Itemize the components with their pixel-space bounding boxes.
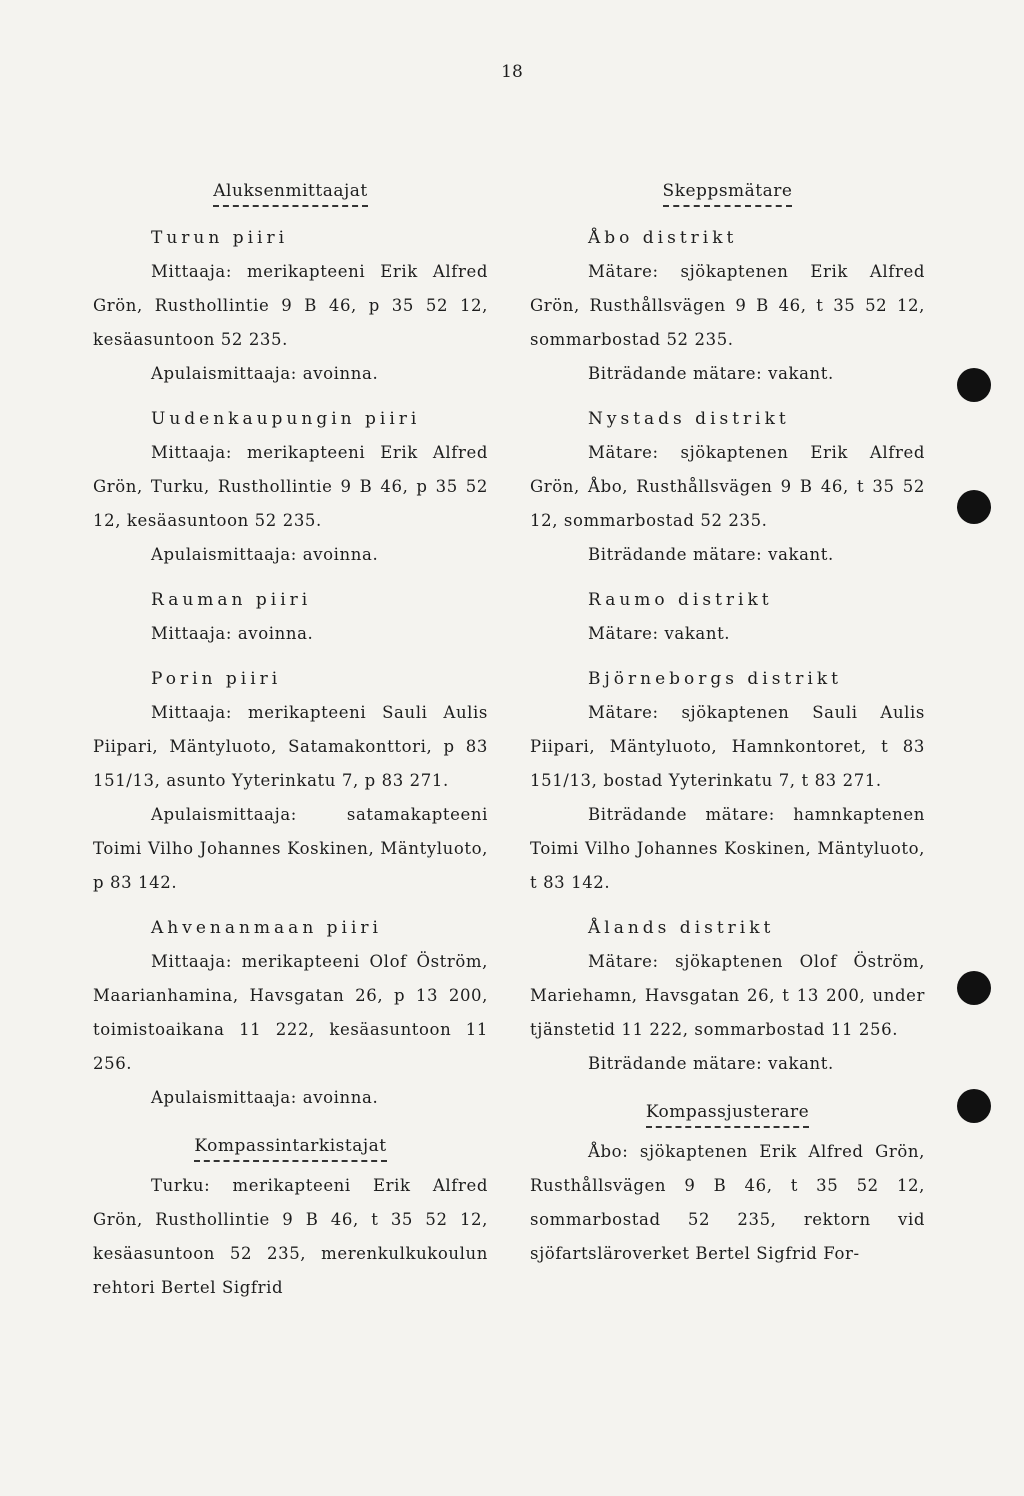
assistant-entry: Biträdande mätare: vakant. [588, 545, 834, 564]
right-column [530, 180, 925, 1271]
district-section [93, 584, 488, 651]
section-heading: Kompassintarkistajat [93, 1135, 488, 1169]
assistant-entry: Biträdande mätare: vakant. [588, 1054, 834, 1073]
assistant-entry: Apulaismittaaja: avoinna. [151, 364, 379, 383]
punch-hole [957, 1089, 991, 1123]
district-section [530, 222, 925, 391]
compass-entry: Turku: merikapteeni Erik Alfred Grön, Rusthollintie 9 B 46, t 35 52 12, kesäasuntoon 52 235, merenkulkukoulun rehtori Bertel Sigfrid [93, 1176, 488, 1297]
district-section [93, 663, 488, 900]
district-section [530, 912, 925, 1081]
section-heading: Aluksenmittaajat [93, 180, 488, 214]
district-section [530, 584, 925, 651]
district-section [93, 912, 488, 1115]
surveyor-entry: Mittaaja: merikapteeni Erik Alfred Grön, Rusthollintie 9 B 46, p 35 52 12, kesäasuntoon 52 235. [93, 262, 488, 349]
district-title: Björneborgs distrikt [588, 669, 842, 689]
district-title: Porin piiri [151, 669, 282, 689]
punch-hole [957, 490, 991, 524]
district-section [530, 403, 925, 572]
punch-hole [957, 368, 991, 402]
surveyor-entry: Mätare: sjökaptenen Erik Alfred Grön, Rusthållsvägen 9 B 46, t 35 52 12, sommarbostad 52 235. [530, 262, 925, 349]
section-heading: Kompassjusterare [530, 1101, 925, 1135]
district-title: Raumo distrikt [588, 590, 773, 610]
district-title: Turun piiri [151, 228, 289, 248]
surveyor-entry: Mittaaja: merikapteeni Olof Öström, Maarianhamina, Havsgatan 26, p 13 200, toimistoaikana 11 222, kesäasuntoon 11 256. [93, 952, 488, 1073]
district-title: Ahvenanmaan piiri [151, 918, 382, 938]
surveyor-entry: Mätare: sjökaptenen Erik Alfred Grön, Åbo, Rusthållsvägen 9 B 46, t 35 52 12, sommarbostad 52 235. [530, 443, 925, 530]
assistant-entry: Apulaismittaaja: satamakapteeni Toimi Vilho Johannes Koskinen, Mäntyluoto, p 83 142. [93, 805, 488, 892]
district-section [530, 663, 925, 900]
surveyor-entry: Mittaaja: avoinna. [151, 624, 314, 643]
page-number: 18 [501, 62, 523, 82]
district-title: Uudenkaupungin piiri [151, 409, 421, 429]
surveyor-entry: Mittaaja: merikapteeni Sauli Aulis Piipari, Mäntyluoto, Satamakonttori, p 83 151/13, asunto Yyterinkatu 7, p 83 271. [93, 703, 488, 790]
district-title: Nystads distrikt [588, 409, 790, 429]
compass-entry: Åbo: sjökaptenen Erik Alfred Grön, Rusthållsvägen 9 B 46, t 35 52 12, sommarbostad 52 235, rektorn vid sjöfartsläroverket Bertel Sigfrid For- [530, 1142, 925, 1263]
section-heading: Skeppsmätare [530, 180, 925, 214]
surveyor-entry: Mätare: sjökaptenen Olof Öström, Mariehamn, Havsgatan 26, t 13 200, under tjänstetid 11 222, sommarbostad 11 256. [530, 952, 925, 1039]
assistant-entry: Biträdande mätare: vakant. [588, 364, 834, 383]
district-title: Ålands distrikt [588, 918, 775, 938]
surveyor-entry: Mittaaja: merikapteeni Erik Alfred Grön, Turku, Rusthollintie 9 B 46, p 35 52 12, kesäasuntoon 52 235. [93, 443, 488, 530]
assistant-entry: Apulaismittaaja: avoinna. [151, 1088, 379, 1107]
surveyor-entry: Mätare: sjökaptenen Sauli Aulis Piipari, Mäntyluoto, Hamnkontoret, t 83 151/13, bostad Yyterinkatu 7, t 83 271. [530, 703, 925, 790]
district-title: Åbo distrikt [588, 228, 738, 248]
district-section [93, 403, 488, 572]
district-section [93, 222, 488, 391]
left-column [93, 180, 488, 1305]
surveyor-entry: Mätare: vakant. [588, 624, 731, 643]
district-title: Rauman piiri [151, 590, 312, 610]
punch-hole [957, 971, 991, 1005]
assistant-entry: Biträdande mätare: hamnkaptenen Toimi Vilho Johannes Koskinen, Mäntyluoto, t 83 142. [530, 805, 925, 892]
assistant-entry: Apulaismittaaja: avoinna. [151, 545, 379, 564]
